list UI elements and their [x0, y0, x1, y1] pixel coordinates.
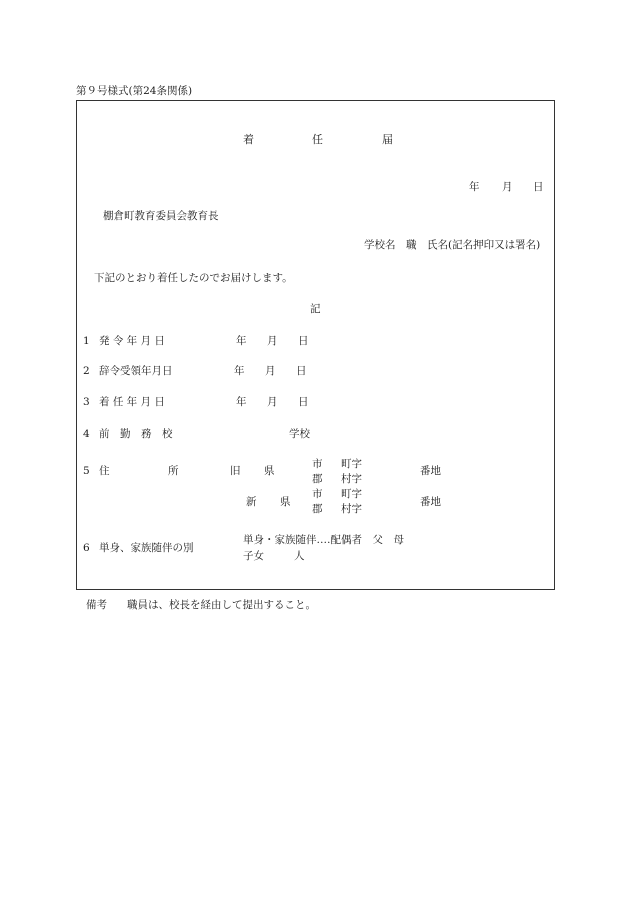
- footnote-label: 備考: [86, 599, 107, 611]
- item5-old-prefix: 旧: [230, 465, 241, 477]
- item3-month: 月: [267, 396, 278, 408]
- item2-number: 2: [83, 365, 90, 377]
- item6-line1: 単身・家族随伴‥‥配偶者 父 母: [243, 534, 405, 546]
- item3-label: 着 任 年 月 日: [99, 396, 165, 408]
- item5-label-b: 所: [168, 465, 179, 477]
- item1-day: 日: [298, 335, 309, 347]
- item4-label: 前 勤 務 校: [99, 428, 173, 440]
- item5-old-ken: 県: [264, 465, 275, 477]
- item5-old-banchi: 番地: [420, 465, 441, 477]
- item5-old-machi: 町字: [341, 458, 362, 470]
- title-char-3: 届: [382, 133, 393, 146]
- item6-label: 単身、家族随伴の別: [99, 542, 194, 554]
- footnote-text: 職員は、校長を経由して提出すること。: [127, 599, 316, 611]
- item5-old-gun: 郡: [312, 473, 323, 485]
- item5-label-a: 住: [99, 465, 110, 477]
- item5-new-mura: 村字: [341, 503, 362, 515]
- item5-new-machi: 町字: [341, 488, 362, 500]
- intro-text: 下記のとおり着任したのでお届けします。: [94, 272, 293, 284]
- item6-line2-children: 子女: [243, 550, 264, 562]
- item1-label: 発 令 年 月 日: [99, 335, 165, 347]
- item6-line2-count: 人: [294, 550, 305, 562]
- item1-month: 月: [267, 335, 278, 347]
- title-char-2: 任: [312, 133, 323, 146]
- item2-month: 月: [265, 365, 276, 377]
- item4-school: 学校: [289, 428, 310, 440]
- item2-year: 年: [234, 365, 245, 377]
- addressee: 棚倉町教育委員会教育長: [103, 210, 219, 222]
- item3-day: 日: [298, 396, 309, 408]
- item3-number: 3: [83, 396, 90, 408]
- item5-new-prefix: 新: [246, 496, 257, 508]
- item5-new-banchi: 番地: [420, 496, 441, 508]
- date-year: 年: [469, 181, 480, 193]
- date-day: 日: [533, 181, 544, 193]
- title-char-1: 着: [243, 133, 254, 146]
- item2-label: 辞令受領年月日: [99, 365, 173, 377]
- item1-number: 1: [83, 335, 90, 347]
- item5-new-ken: 県: [280, 496, 291, 508]
- item4-number: 4: [83, 428, 90, 440]
- submitter-line: 学校名 職 氏名(記名押印又は署名): [364, 239, 541, 251]
- date-month: 月: [502, 181, 513, 193]
- item5-new-gun: 郡: [312, 503, 323, 515]
- form-number-label: 第９号様式(第24条関係): [76, 85, 193, 97]
- item5-new-city: 市: [312, 488, 323, 500]
- item5-old-mura: 村字: [341, 473, 362, 485]
- item2-day: 日: [296, 365, 307, 377]
- item1-year: 年: [236, 335, 247, 347]
- item5-number: 5: [83, 465, 90, 477]
- item3-year: 年: [236, 396, 247, 408]
- item6-number: 6: [83, 542, 90, 554]
- ki-heading: 記: [310, 303, 321, 315]
- item5-old-city: 市: [312, 458, 323, 470]
